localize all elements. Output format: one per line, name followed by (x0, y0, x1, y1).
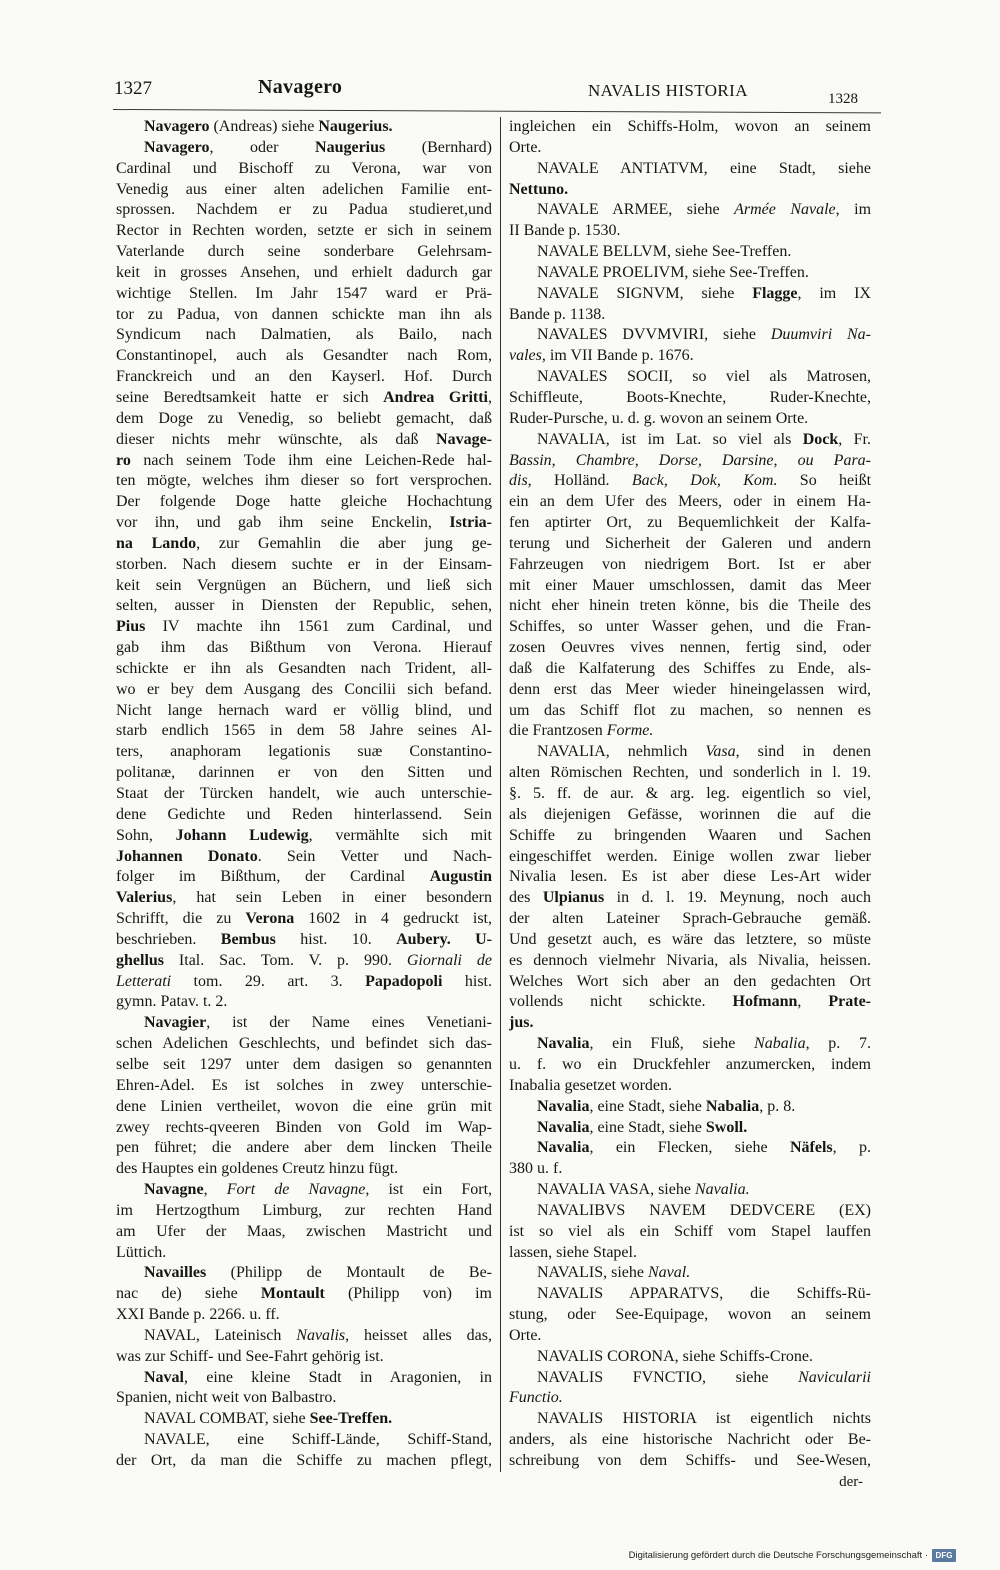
text-line: Cardinal und Bischoff zu Verona, war von (116, 159, 492, 177)
text-line (509, 1013, 871, 1034)
headword-segment: Nettuno. (509, 180, 569, 198)
text-line: um das Schiff flot zu machen, so nennen es (509, 701, 871, 719)
dictionary-entry (509, 263, 871, 284)
headword-segment: Andrea Gritti (383, 388, 488, 406)
text-line: Ruder-Pursche, u. d. g. wovon an seinem Orte. (509, 409, 809, 427)
text-line (509, 180, 871, 201)
italic-segment: Armée Navale (734, 201, 836, 219)
text-line: selten, ausser in Diensten der Republic, sehen, (116, 597, 492, 615)
text-line: Und gesetzt auch, es wäre das letztere, so müste (509, 930, 871, 948)
dfg-logo: DFG (932, 1549, 956, 1562)
text-segment: NAVALIS FVNCTIO, siehe (537, 1368, 799, 1386)
text-segment: vollends nicht schickte. (509, 993, 733, 1011)
text-line: Spanien, nicht weit von Balbastro. (116, 1389, 337, 1407)
italic-segment: Forme. (606, 722, 654, 740)
text-line: Der folgende Doge hatte gleiche Hochachtung (116, 493, 492, 511)
headword-segment: Navage- (436, 430, 492, 448)
dictionary-entry (509, 1180, 871, 1201)
text-line: pen führet; die andere aber dem lincken Theile (116, 1139, 492, 1157)
text-line: des Hauptes ein goldenes Creutz hinzu fügt. (116, 1160, 399, 1178)
text-line (116, 1409, 492, 1430)
right-column (509, 117, 871, 1493)
text-line: im Hertzogthum Limburg, zur rechten Hand (116, 1201, 492, 1219)
right-running-title: NAVALIS HISTORIA (588, 81, 748, 100)
column-divider (500, 117, 501, 1472)
text-line (116, 1326, 492, 1347)
text-line: keit sein Vergnügen an Büchern, und ließ sich (116, 576, 492, 594)
text-line: Ehren-Adel. Es ist solches in zwey unterschie- (116, 1076, 492, 1094)
text-segment: in d. l. 19. Meynung, noch auch (604, 889, 871, 907)
text-line: Venedig aus einer alten adelichen Familie ent- (116, 180, 492, 198)
text-line: Welches Wort sich aber an den gedachten Ort (509, 972, 871, 990)
italic-segment: Duumviri Na- (770, 326, 871, 344)
italic-segment: Bassin, Chambre, Dorse, Darsine, ou Para- (509, 451, 871, 469)
text-segment: , p. (832, 1139, 871, 1157)
italic-segment: Navicularii (798, 1368, 871, 1386)
text-line (116, 430, 492, 451)
text-segment: NAVALES DVVMVIRI, siehe (537, 326, 771, 344)
headword-segment: Flagge (752, 284, 798, 302)
headword-segment: Navagero (144, 118, 210, 135)
headword-segment: Bembus (220, 930, 276, 948)
italic-segment: vales (509, 347, 542, 365)
italic-segment: Back, Dok, Kom. (631, 472, 778, 490)
text-segment: NAVALE SIGNVM, siehe (537, 284, 753, 302)
text-line: NAVALE PROELIVM, siehe See-Treffen. (537, 263, 809, 281)
text-line (116, 138, 492, 159)
headword-segment: na Lando (116, 534, 197, 552)
left-page-number: 1327 (114, 78, 152, 99)
dictionary-entry (509, 1097, 871, 1118)
footer-credit-text: Digitalisierung gefördert durch die Deutsche Forschungsgemeinschaft · (628, 1550, 928, 1561)
text-line (116, 1013, 492, 1034)
dictionary-entry (509, 1034, 871, 1097)
text-line: u. f. wo ein Druckfehler anzumercken, indem (509, 1055, 871, 1073)
dictionary-entry (509, 1284, 871, 1347)
text-line: sprossen. Nachdem er zu Padua studieret,und (116, 201, 492, 219)
text-line (509, 1388, 871, 1409)
headword-segment: Navagier (144, 1014, 207, 1032)
dictionary-entry (509, 159, 871, 201)
text-segment: des (509, 889, 543, 907)
dictionary-entry (509, 1409, 871, 1472)
dictionary-entry (509, 1118, 871, 1139)
text-segment: hist. 10. (275, 930, 397, 948)
dictionary-entry (509, 325, 871, 367)
text-segment: , ein Flecken, siehe (589, 1139, 790, 1157)
text-line (116, 117, 492, 138)
text-segment: (Philipp de Montault de Be- (206, 1264, 492, 1282)
text-segment: , ist ein Fort, (365, 1181, 492, 1199)
text-segment: , eine Stadt, siehe (589, 1118, 706, 1136)
dictionary-entry (116, 117, 492, 138)
text-line: selbe seit 1297 unter dem dasigen so genannten (116, 1055, 492, 1073)
text-line: schickte er ihn als Gesandten nach Trident, all- (116, 659, 492, 677)
headword-segment: ro (116, 451, 131, 469)
text-segment: , hat sein Leben in einer besondern (172, 889, 492, 907)
text-line (509, 1118, 871, 1139)
text-segment: seine Beredtsamkeit hatte er sich (116, 388, 384, 406)
text-line: zwey rechts-qveeren Binden von Gold im Wap- (116, 1118, 492, 1136)
text-segment: NAVALE ARMEE, siehe (537, 201, 735, 219)
text-segment: , eine kleine Stadt in Aragonien, in (184, 1368, 492, 1386)
text-segment: , p. 8. (759, 1097, 796, 1115)
text-segment: NAVALIA, ist im Lat. so viel als (537, 430, 803, 448)
text-line: politanæ, darinnen er von den Sitten und (116, 764, 492, 782)
text-line (509, 451, 871, 472)
headword-segment: Dock (802, 430, 839, 448)
text-line: mit einer Mauer umschlossen, damit das Meer (509, 576, 871, 594)
dictionary-entry (509, 1368, 871, 1410)
text-line (509, 284, 871, 305)
right-page-number: 1328 (828, 91, 858, 107)
text-line: wichtige Stellen. Im Jahr 1547 ward er Prä- (116, 284, 492, 302)
text-line (116, 1368, 492, 1389)
text-segment: 1602 in 4 gedruckt ist, (294, 910, 492, 928)
headword-segment: Navalia (537, 1118, 590, 1136)
text-line: dene Gedichte und Reden hinterlassend. Sein (116, 805, 492, 823)
text-line: Schiffleute, Boots-Knechte, Ruder-Knechte, (509, 388, 871, 406)
headword-segment: Montault (260, 1285, 325, 1303)
text-line: NAVALIBVS NAVEM DEDVCERE (EX) (537, 1201, 871, 1219)
text-line: dene Linien vertheilet, wovon die eine grün mit (116, 1097, 492, 1115)
headword-segment: Johann Ludewig (175, 826, 309, 844)
text-line (509, 721, 871, 742)
text-line (116, 826, 492, 847)
text-line (116, 909, 492, 930)
text-line: es dennoch vielmehr Nivaria, als Nivalia, heissen. (509, 951, 871, 969)
headword-segment: Istria- (449, 514, 492, 532)
text-segment: , (797, 993, 829, 1011)
text-segment: NAVAL COMBAT, siehe (144, 1410, 310, 1428)
text-line: gab ihm das Bißthum von Verona. Hierauf (116, 639, 492, 657)
text-line (509, 1180, 871, 1201)
text-line (509, 1097, 871, 1118)
text-segment: , im IX (797, 284, 871, 302)
headword-segment: Navailles (144, 1264, 207, 1282)
text-line (116, 930, 492, 951)
text-segment: , p. 7. (805, 1035, 871, 1053)
headword-segment: Navagne (144, 1181, 204, 1199)
text-line: ters, anaphoram legationis suæ Constantino- (116, 743, 492, 761)
text-line (116, 1284, 492, 1305)
text-line: ingleichen ein Schiffs-Holm, wovon an seinem (509, 118, 871, 135)
text-line (509, 471, 871, 492)
text-line: Orte. (509, 1326, 542, 1344)
text-line (116, 513, 492, 534)
text-line (509, 742, 871, 763)
text-segment: , ein Fluß, siehe (589, 1035, 755, 1053)
header-rule (113, 109, 881, 113)
text-line: §. 5. ff. de aur. & arg. leg. eigentlich so viel, (509, 785, 871, 802)
text-line: starb endlich 1565 in dem 58 Jahre seines Al- (116, 722, 492, 740)
headword-segment: ghellus (116, 951, 165, 969)
headword-segment: Näfels (789, 1139, 833, 1157)
dictionary-entry (116, 1430, 492, 1472)
text-line: wo er bey dem Ausgang des Concilii sich befand. (116, 680, 492, 698)
text-line: terung und Sicherheit der Galeren und andern (509, 534, 871, 552)
text-segment: hist. (442, 972, 492, 990)
text-line: Schiffe zu bringenden Waaren und Sachen (509, 826, 871, 844)
italic-segment: Naval. (647, 1264, 691, 1282)
text-segment: , eine Stadt, siehe (589, 1097, 706, 1115)
text-line: nicht eher hinein treten könne, bis die Theile des (509, 597, 871, 615)
text-line (509, 346, 871, 367)
text-line: was zur Schiff- und See-Fahrt gehörig ist. (116, 1347, 384, 1365)
headword-segment: See-Treffen. (309, 1410, 393, 1428)
text-segment: Sohn, (116, 826, 176, 844)
text-line (509, 1034, 871, 1055)
text-segment: Schrifft, die zu (116, 910, 246, 928)
text-line: als diejenigen Gefässe, worinnen die auf die (509, 805, 871, 823)
text-line (116, 867, 492, 888)
text-segment: nach seinem Tode ihm eine Leichen-Rede hal- (130, 451, 492, 469)
text-line: gymn. Patav. t. 2. (116, 993, 228, 1011)
dictionary-entry (509, 1347, 871, 1368)
text-line: Constantinopel, auch als Gesandter nach Rom, (116, 347, 492, 365)
dictionary-entry (116, 1409, 492, 1430)
headword-segment: Papadopoli (365, 972, 443, 990)
text-segment: die Frantzosen (509, 722, 607, 740)
text-segment: , (203, 1181, 227, 1199)
text-segment: , Holländ. (527, 472, 632, 490)
text-line: Lüttich. (116, 1243, 167, 1261)
text-line: NAVALIS HISTORIA ist eigentlich nichts (537, 1410, 871, 1428)
text-line: keit in grosses Ansehen, und erhielt dadurch gar (116, 263, 492, 281)
text-segment: NAVALIS, siehe (537, 1264, 648, 1282)
text-segment: , (488, 388, 492, 406)
text-line: fen aptirter Ort, zu Bequemlichkeit der Kalfa- (509, 514, 871, 532)
dictionary-entry (509, 242, 871, 263)
text-line: denn erst das Meer wieder hineingelassen wird, (509, 680, 871, 698)
text-line: schreibung von dem Schiffs- und See-Wesen, (509, 1452, 871, 1469)
text-line (509, 325, 871, 346)
text-line: Schiffes, so unter Wasser gehen, und die Fran- (509, 618, 871, 636)
text-line: zosen Oeuvres vives nennen, fertig sind, oder (509, 639, 871, 657)
italic-segment: Vasa (705, 743, 736, 761)
dictionary-entry (116, 1263, 492, 1326)
text-line (116, 951, 492, 972)
dictionary-entry (509, 284, 871, 326)
headword-segment: Nabalia (705, 1097, 760, 1115)
text-line: der alten Lateiner Sprach-Gebrauche gemäß. (509, 910, 871, 928)
headword-segment: Prate- (828, 993, 871, 1011)
text-line (509, 1368, 871, 1389)
text-line (116, 451, 492, 472)
text-line: NAVALIS APPARATVS, die Schiffs-Rü- (537, 1285, 871, 1303)
text-line: Franckreich und an den Kayserl. Hof. Durch (116, 368, 492, 386)
text-segment: vor ihn, und gab ihm seine Enckelin, (116, 514, 450, 532)
text-line (509, 1138, 871, 1159)
headword-segment: Aubery. U- (396, 930, 492, 948)
text-line: II Bande p. 1530. (509, 222, 621, 240)
text-segment: NAVALIA VASA, siehe (537, 1181, 695, 1199)
italic-segment: Functio. (509, 1389, 563, 1407)
text-line (116, 388, 492, 409)
dictionary-entry (509, 367, 871, 430)
text-segment: So heißt (777, 472, 871, 490)
left-column (116, 117, 492, 1472)
headword-segment: Valerius (116, 889, 173, 907)
dictionary-entry (116, 1326, 492, 1368)
text-line: NAVALE ANTIATVM, eine Stadt, siehe (537, 159, 871, 177)
text-line: ist so viel als ein Schiff vom Stapel lauffen (509, 1222, 871, 1240)
text-segment: . Sein Vetter und Nach- (257, 847, 492, 865)
text-segment: dieser nichts mehr wünschte, als daß (116, 430, 437, 448)
text-line: der Ort, da man die Schiffe zu machen pflegt, (116, 1452, 492, 1469)
text-line (509, 888, 871, 909)
text-segment: tom. 29. art. 3. (171, 972, 366, 990)
dictionary-entry (509, 430, 871, 743)
text-line: storben. Nach diesem suchte er in der Einsam- (116, 555, 492, 573)
text-line: Nicht lange hernach ward er völlig blind, und (116, 701, 492, 719)
text-line: alten Römischen Rechten, und sonderlich in l. 19. (509, 764, 871, 782)
text-line (509, 992, 871, 1013)
headword-segment: Navagero (144, 138, 210, 156)
italic-segment: Navalis (296, 1326, 346, 1344)
text-line: NAVALES SOCII, so viel als Matrosen, (537, 368, 871, 386)
text-segment: , heisset alles das, (345, 1326, 492, 1344)
italic-segment: Letterati (116, 972, 172, 990)
text-segment: , sind in denen (735, 743, 871, 761)
headword-segment: Swoll. (705, 1118, 748, 1136)
text-line (116, 534, 492, 555)
text-line (116, 1180, 492, 1201)
headword-segment: Navalia (537, 1097, 590, 1115)
text-line (116, 1263, 492, 1284)
text-segment: IV machte ihn 1561 zum Cardinal, und (145, 618, 492, 636)
text-line: Vaterlande durch seine sonderbare Gelehrsam- (116, 243, 492, 261)
text-line: daß die Kalfaterung des Schiffes zu Ende, als- (509, 659, 871, 677)
text-segment: (Philipp von) im (324, 1285, 492, 1303)
catchword: der- (839, 1473, 863, 1490)
italic-segment: dis (509, 472, 528, 490)
text-line: lassen, siehe Stapel. (509, 1243, 637, 1261)
text-segment: , ist der Name eines Venetiani- (206, 1014, 492, 1032)
text-line: Staat der Türcken handelt, wie auch unterschie- (116, 785, 492, 802)
text-line (509, 1263, 871, 1284)
headword-segment: Navalia (537, 1035, 590, 1053)
headword-segment: Hofmann (732, 993, 798, 1011)
headword-segment: Naval (144, 1368, 184, 1386)
text-line: Orte. (509, 138, 542, 156)
text-segment: NAVALIA, nehmlich (537, 743, 706, 761)
text-line: ein an dem Ufer des Meers, oder in einem Ha- (509, 493, 871, 511)
text-line: Syndicum nach Dalmatien, als Bailo, nach (116, 326, 492, 344)
headword-segment: Augustin (429, 868, 492, 886)
text-line (509, 200, 871, 221)
text-segment: (Andreas) siehe (209, 118, 319, 135)
text-line (116, 972, 492, 993)
text-line: ten mögte, welches ihm dieser so fort versprochen. (116, 472, 492, 490)
text-line: anders, als eine historische Nachricht oder Be- (509, 1431, 871, 1449)
text-segment: beschrieben. (116, 930, 221, 948)
text-line: XXI Bande p. 2266. u. ff. (116, 1306, 280, 1324)
text-line: Rector in Rechten worden, setzte er sich in seinem (116, 222, 492, 240)
text-segment: Ital. Sac. Tom. V. p. 990. (164, 951, 407, 969)
headword-segment: Naugerius (315, 138, 386, 156)
text-segment: , im (835, 201, 871, 219)
headword-segment: jus. (509, 1014, 534, 1032)
dictionary-entry (509, 742, 871, 1034)
text-line: NAVALIS CORONA, siehe Schiffs-Crone. (537, 1347, 813, 1365)
dictionary-entry (509, 1263, 871, 1284)
italic-segment: Nabalia (754, 1035, 806, 1053)
text-line: Nivalia lesen. Es ist aber diese Les-Art wider (509, 868, 871, 886)
text-segment: NAVAL, Lateinisch (144, 1326, 297, 1344)
dictionary-entry (116, 1180, 492, 1263)
text-segment: , zur Gemahlin die aber jung ge- (196, 534, 492, 552)
text-line (509, 430, 871, 451)
dictionary-entry (509, 1138, 871, 1180)
text-line: schen Adelichen Geschlechts, und befindet sich das- (116, 1035, 492, 1053)
text-line (116, 617, 492, 638)
headword-segment: Johannen Donato (116, 847, 258, 865)
italic-segment: Fort de Navagne (226, 1181, 366, 1199)
text-line: am Ufer der Maas, zwischen Mastricht und (116, 1222, 492, 1240)
dictionary-entry (509, 200, 871, 242)
dictionary-entry (509, 1201, 871, 1264)
text-line (116, 888, 492, 909)
text-line (116, 847, 492, 868)
dictionary-entry (116, 1368, 492, 1410)
digitization-credit (629, 1549, 956, 1562)
text-segment: , oder (209, 138, 316, 156)
text-line: tor zu Padua, von dannen schickte man ihn als (116, 305, 492, 323)
text-segment: , vermählte sich mit (308, 826, 492, 844)
headword-segment: Verona (245, 910, 295, 928)
text-segment: , im VII Bande p. 1676. (541, 347, 694, 365)
text-line: eingeschiffet werden. Einige wollen zwar lieber (509, 847, 871, 865)
italic-segment: Giornali de (406, 951, 492, 969)
text-line: Inabalia gesetzet worden. (509, 1076, 673, 1094)
text-segment: nac de) siehe (116, 1285, 261, 1303)
text-line: 380 u. f. (509, 1160, 563, 1178)
headword-segment: Ulpianus (542, 889, 605, 907)
text-segment: , Fr. (838, 430, 871, 448)
italic-segment: Navalia. (694, 1181, 750, 1199)
headword-segment: Pius (116, 618, 146, 636)
text-line: NAVALE, eine Schiff-Lände, Schiff-Stand, (144, 1431, 492, 1449)
headword-segment: Naugerius. (318, 118, 393, 135)
text-segment: folger im Bißthum, der Cardinal (116, 868, 430, 886)
text-line: dem Doge zu Venedig, so beliebt gemacht, daß (116, 409, 492, 427)
left-running-title: Navagero (258, 76, 343, 98)
headword-segment: Navalia (537, 1139, 590, 1157)
text-line: Fahrzeugen von niedrigem Bort. Ist er aber (509, 555, 871, 573)
dictionary-entry (116, 138, 492, 1013)
text-segment: (Bernhard) (385, 138, 492, 156)
text-line: stung, oder See-Equipage, wovon an seinem (509, 1306, 871, 1324)
dictionary-entry (509, 117, 871, 159)
text-line: NAVALE BELLVM, siehe See-Treffen. (537, 243, 792, 261)
dictionary-entry (116, 1013, 492, 1180)
text-line: Bande p. 1138. (509, 305, 606, 323)
